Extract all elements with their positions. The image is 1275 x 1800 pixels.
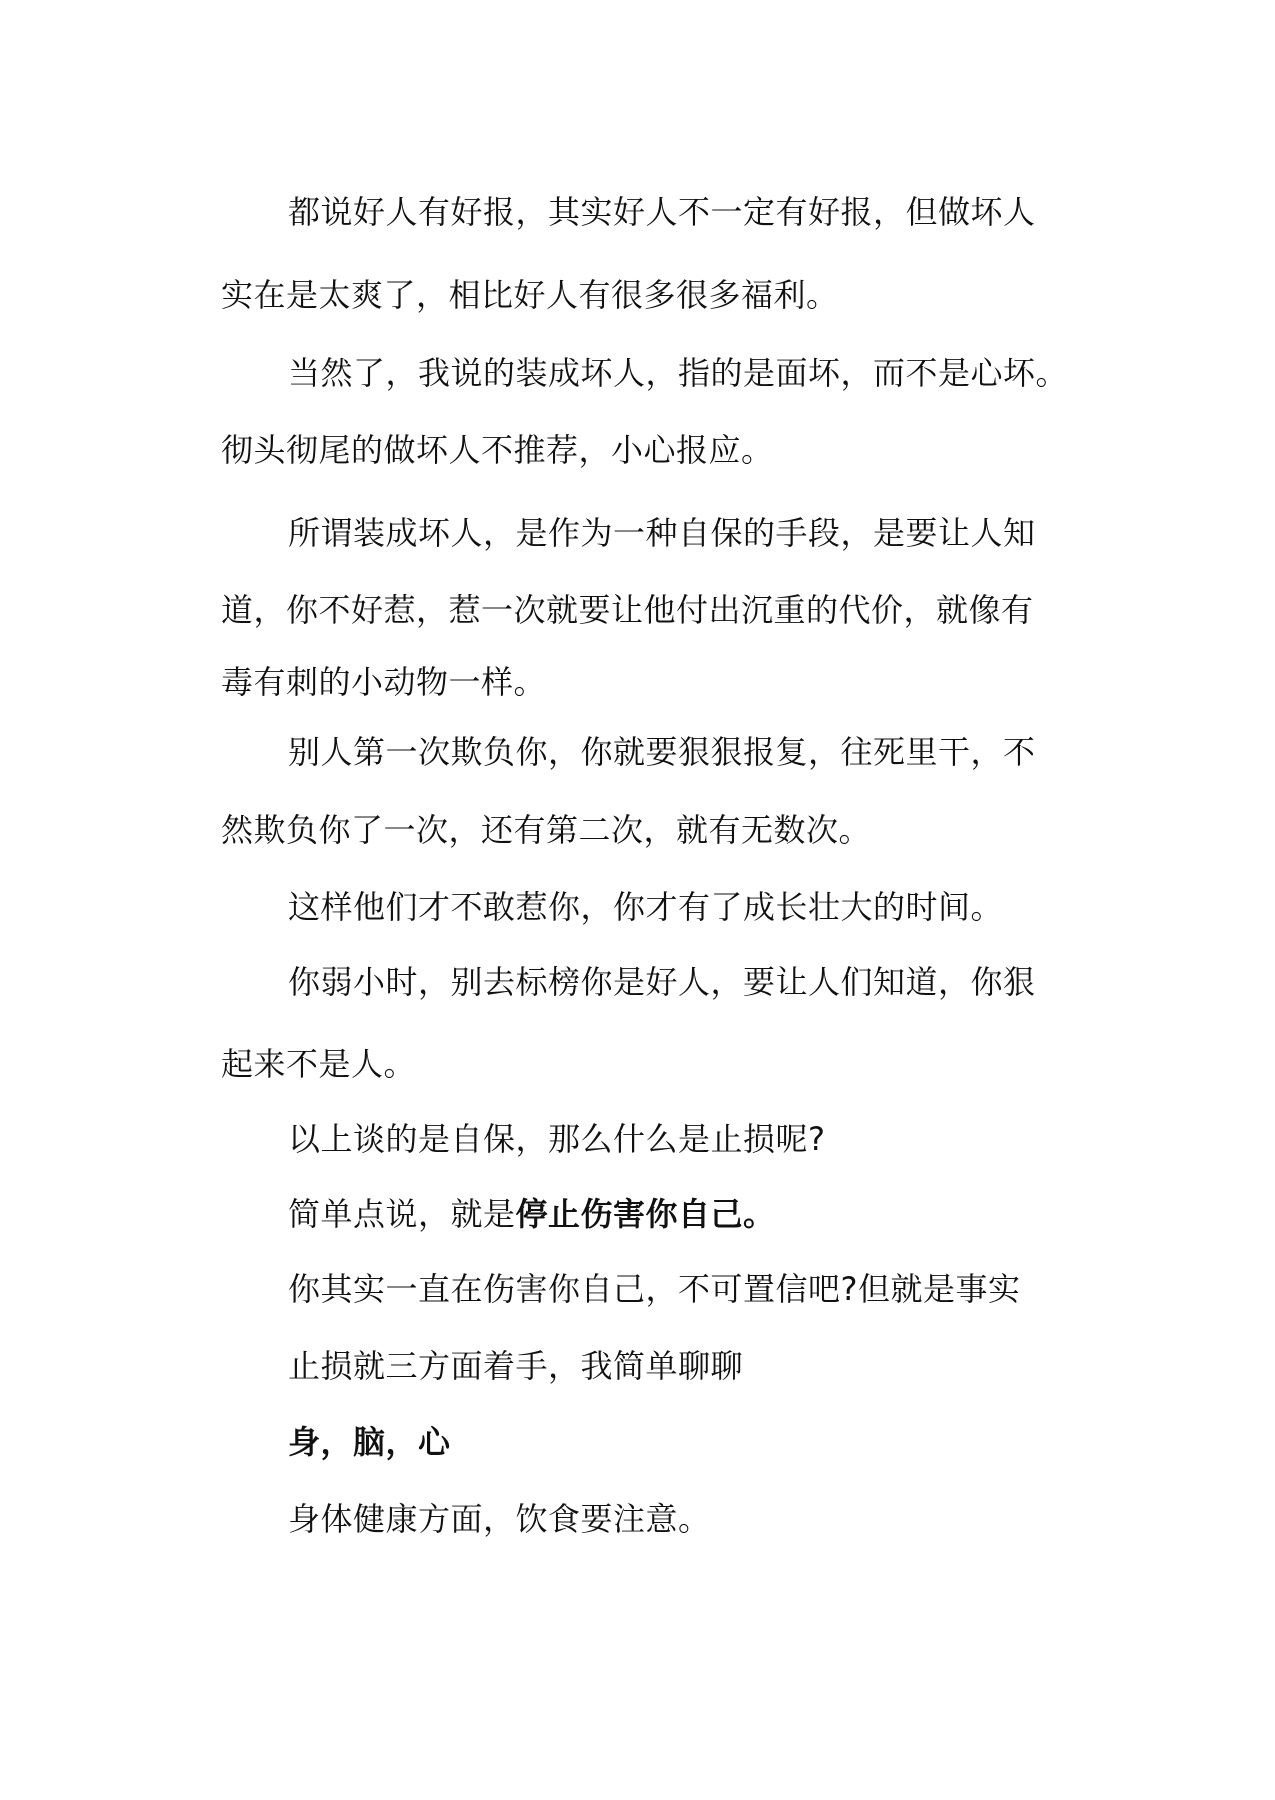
- paragraph-1-line-1: 都说好人有好报，其实好人不一定有好报，但做坏人: [288, 193, 1036, 231]
- paragraph-10-line-1: 止损就三方面着手，我简单聊聊: [288, 1347, 744, 1385]
- bold-heading: 身，脑，心: [288, 1423, 451, 1461]
- paragraph-6-line-1: 你弱小时，别去标榜你是好人，要让人们知道，你狠: [288, 963, 1036, 1001]
- paragraph-5-line-1: 这样他们才不敢惹你，你才有了成长壮大的时间。: [288, 888, 1004, 926]
- paragraph-8-bold-text: 停止伤害你自己。: [515, 1195, 776, 1233]
- paragraph-4-line-1: 别人第一次欺负你，你就要狠狠报复，往死里干，不: [288, 733, 1036, 771]
- paragraph-2-line-1: 当然了，我说的装成坏人，指的是面坏，而不是心坏。: [288, 354, 1069, 392]
- paragraph-1-line-2: 实在是太爽了，相比好人有很多很多福利。: [221, 276, 839, 314]
- paragraph-6-line-2: 起来不是人。: [221, 1045, 417, 1083]
- paragraph-9-line-1: 你其实一直在伤害你自己，不可置信吧?但就是事实: [288, 1270, 1021, 1308]
- paragraph-3-line-2: 道，你不好惹，惹一次就要让他付出沉重的代价，就像有: [221, 591, 1034, 629]
- paragraph-7-line-1: 以上谈的是自保，那么什么是止损呢?: [288, 1120, 826, 1158]
- paragraph-8-plain-text: 简单点说，就是: [288, 1195, 516, 1233]
- paragraph-11-line-1: 身体健康方面，饮食要注意。: [288, 1500, 711, 1538]
- paragraph-2-line-2: 彻头彻尾的做坏人不推荐，小心报应。: [221, 431, 774, 469]
- paragraph-4-line-2: 然欺负你了一次，还有第二次，就有无数次。: [221, 811, 872, 849]
- paragraph-3-line-3: 毒有刺的小动物一样。: [221, 663, 547, 701]
- paragraph-3-line-1: 所谓装成坏人，是作为一种自保的手段，是要让人知: [288, 514, 1036, 552]
- paragraph-8-line-1: [288, 1194, 776, 1234]
